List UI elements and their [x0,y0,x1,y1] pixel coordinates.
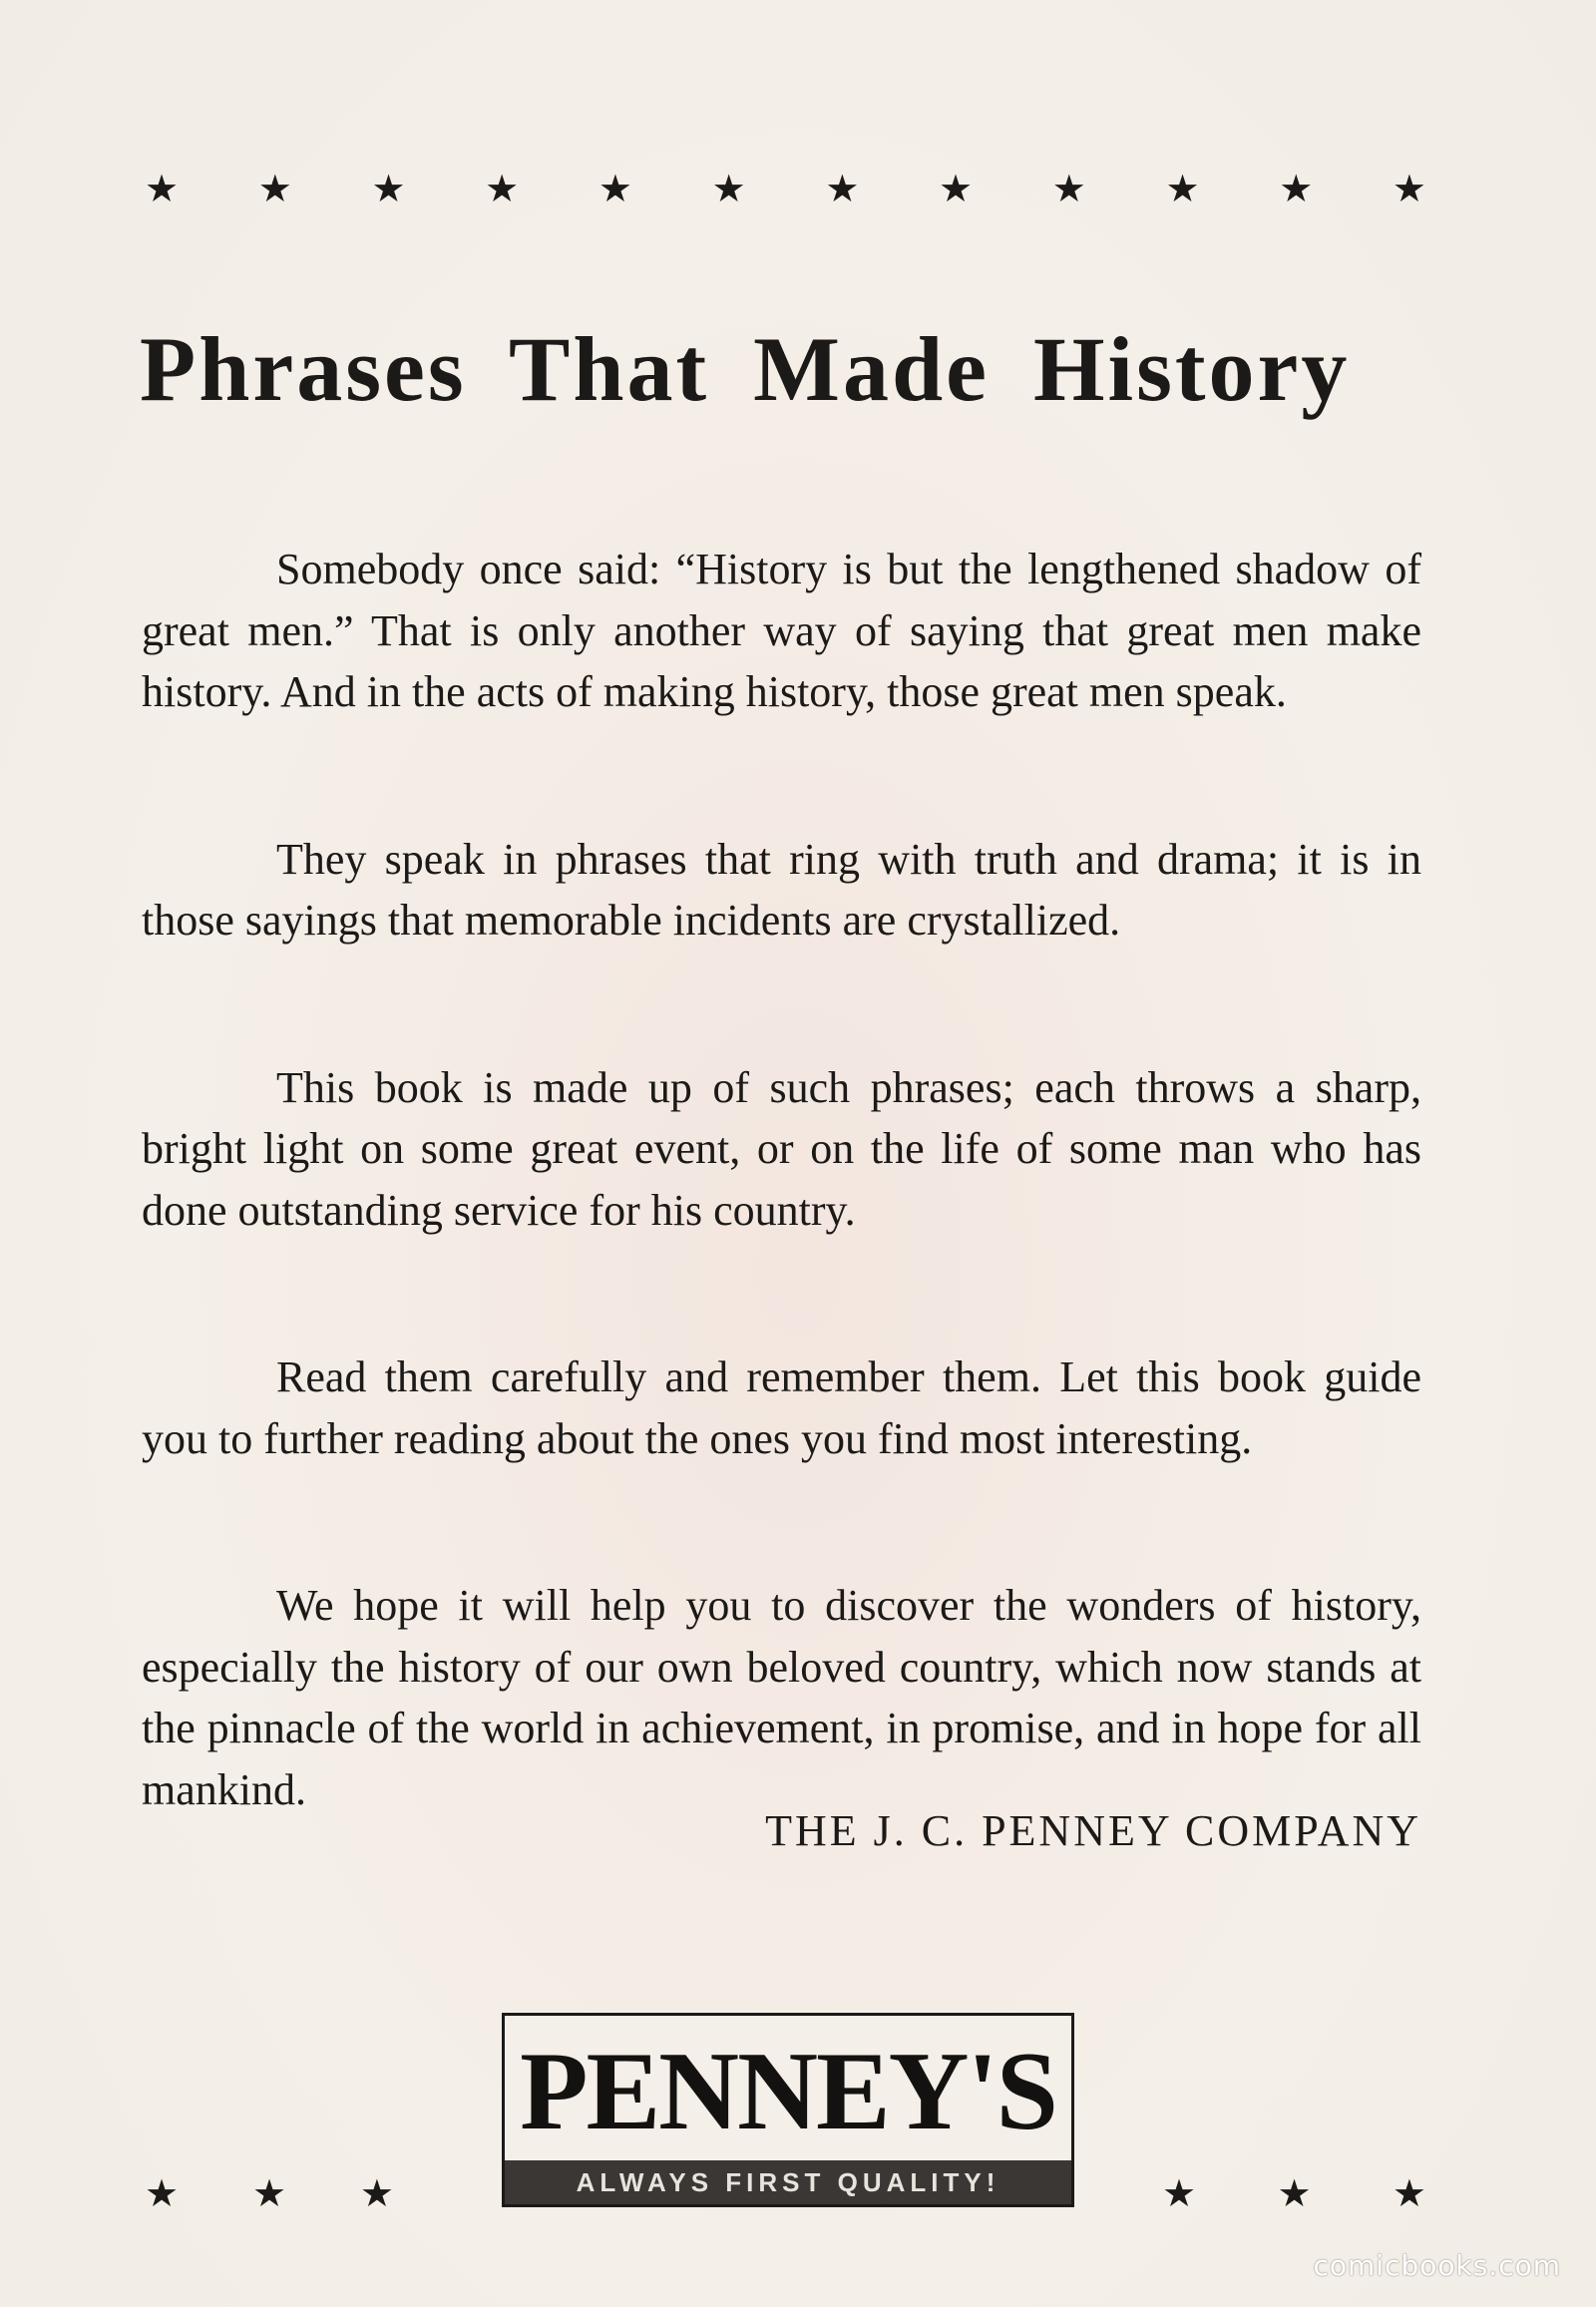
star-icon: ★ [257,167,292,210]
body-text [142,539,1421,1820]
page-title: Phrases That Made History [140,318,1351,420]
star-icon: ★ [711,167,746,210]
star-icon: ★ [1279,167,1314,210]
paragraph: This book is made up of such phrases; each throws a sharp, bright light on some great event, or on the life of some man who has done outstanding service for his country. [142,1062,1421,1235]
star-icon: ★ [939,167,974,210]
paragraph: Read them carefully and remember them. Let this book guide you to further reading about the ones you find most interesting. [142,1352,1421,1463]
star-icon: ★ [1165,167,1200,210]
star-icon: ★ [251,2171,287,2215]
paragraph: Somebody once said: “History is but the lengthened shadow of great men.” That is only another way of saying that great men make history. And in the acts of making history, those great men speak. [142,545,1421,716]
star-icon: ★ [825,167,860,210]
watermark: comicbooks.com [1313,2249,1561,2282]
logo-name: PENNEY'S [520,2029,1056,2153]
star-icon: ★ [359,2171,394,2215]
bottom-left-star-row [145,2171,394,2215]
paragraph: We hope it will help you to discover the wonders of history, especially the history of our own beloved country, which now stands at the pinnacle of the world in achievement, in promise, and in hope for all mankind. [142,1581,1421,1814]
star-icon: ★ [371,167,406,210]
star-icon: ★ [1051,167,1086,210]
penneys-logo [502,2013,1074,2207]
star-icon: ★ [485,167,520,210]
star-icon: ★ [145,2171,180,2215]
star-icon: ★ [1392,167,1426,210]
star-icon: ★ [1392,2171,1426,2215]
logo-tagline: ALWAYS FIRST QUALITY! [505,2160,1071,2204]
star-icon: ★ [1162,2171,1197,2215]
star-icon: ★ [598,167,632,210]
top-star-row [145,167,1426,210]
star-icon: ★ [1277,2171,1312,2215]
star-icon: ★ [145,167,180,210]
paragraph: They speak in phrases that ring with truth and drama; it is in those sayings that memorable incidents are crystallized. [142,834,1421,945]
bottom-right-star-row [1162,2171,1426,2215]
signature: THE J. C. PENNEY COMPANY [765,1806,1421,1855]
